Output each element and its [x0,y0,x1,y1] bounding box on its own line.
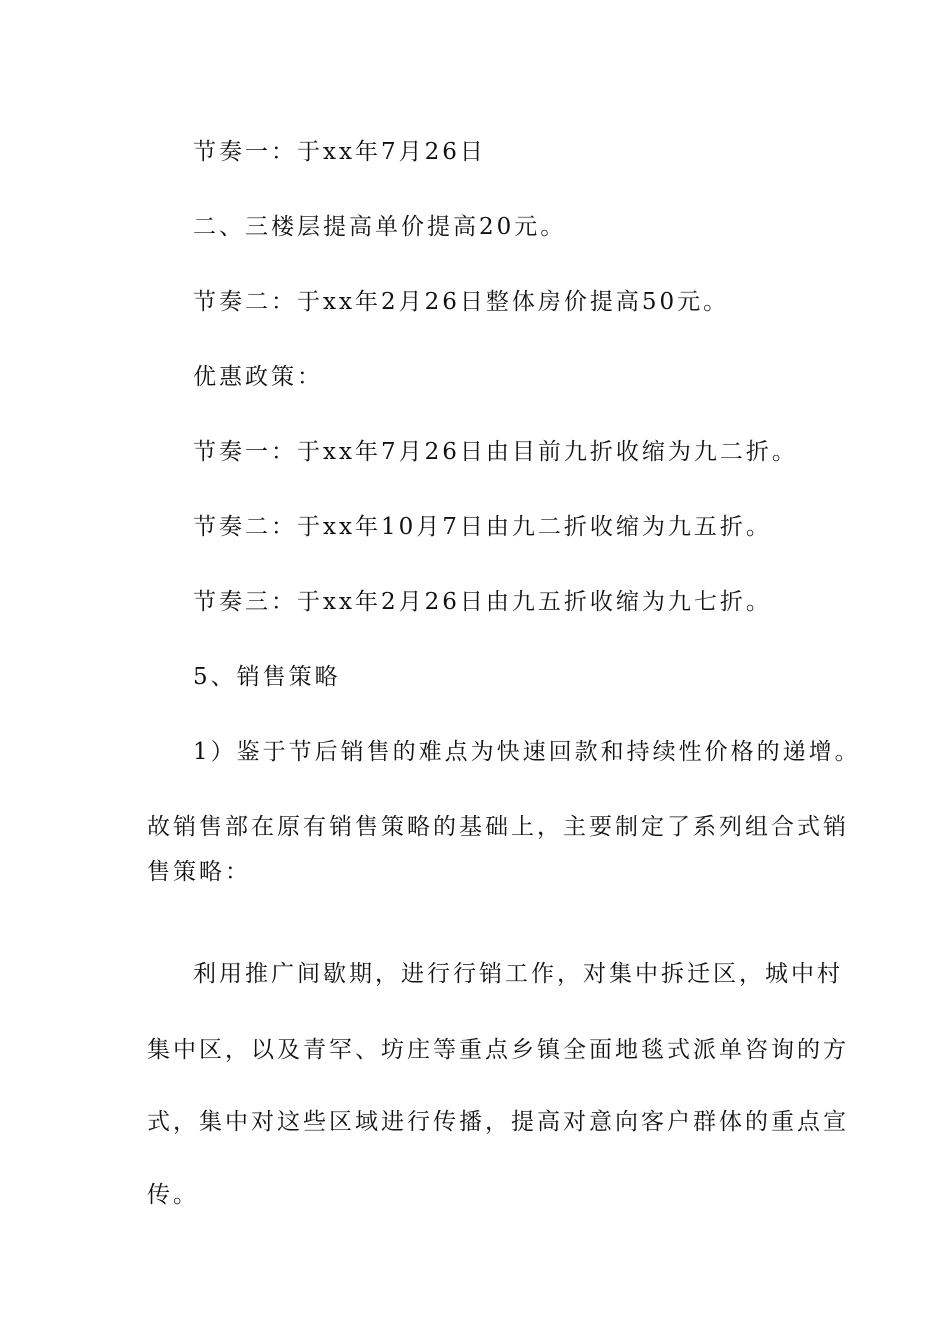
section-heading-discount-policy: 优惠政策： [193,364,323,390]
section-heading-sales-strategy: 5、销售策略 [193,664,341,690]
paragraph-strategy-intro-line1: 1）鉴于节后销售的难点为快速回款和持续性价格的递增。 [193,739,861,765]
paragraph-rhythm-one: 节奏一：于xx年7月26日 [193,139,486,165]
paragraph-promotion-line1: 利用推广间歇期，进行行销工作，对集中拆迁区，城中村 [193,961,843,987]
paragraph-promotion-line2: 集中区，以及青罕、坊庄等重点乡镇全面地毯式派单咨询的方 [147,1037,849,1063]
paragraph-discount-rhythm-two: 节奏二：于xx年10月7日由九二折收缩为九五折。 [193,514,772,540]
paragraph-promotion-line4: 传。 [147,1182,199,1208]
paragraph-strategy-intro-line3: 售策略： [147,859,251,885]
paragraph-discount-rhythm-three: 节奏三：于xx年2月26日由九五折收缩为九七折。 [193,589,772,615]
paragraph-strategy-intro-line2: 故销售部在原有销售策略的基础上，主要制定了系列组合式销 [147,814,849,840]
paragraph-promotion-line3: 式，集中对这些区域进行传播，提高对意向客户群体的重点宣 [147,1109,849,1135]
paragraph-floor-price-increase: 二、三楼层提高单价提高20元。 [193,214,567,240]
paragraph-discount-rhythm-one: 节奏一：于xx年7月26日由目前九折收缩为九二折。 [193,439,798,465]
paragraph-rhythm-two: 节奏二：于xx年2月26日整体房价提高50元。 [193,289,730,315]
